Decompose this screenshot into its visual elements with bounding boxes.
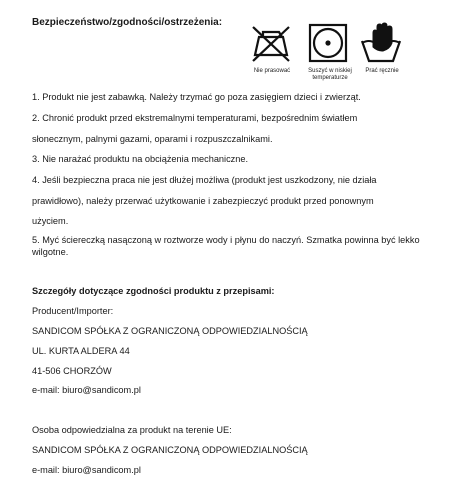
warning-line: 5. Myć ściereczką nasączoną w roztworze wody i płynu do naczyń. Szmatka powinna być lekko [32,235,420,245]
compliance-heading: Szczegóły dotyczące zgodności produktu z przepisami: [32,286,275,296]
warning-line: słonecznym, palnymi gazami, oparami i rozpuszczalnikami. [32,134,273,144]
eu-responsible-email: e-mail: biuro@sandicom.pl [32,465,141,475]
producer-city: 41-506 CHORZÓW [32,366,112,376]
warning-line: prawidłowo), należy przerwać użytkowanie i zabezpieczyć produkt przed ponownym [32,196,374,206]
eu-responsible-name: SANDICOM SPÓŁKA Z OGRANICZONĄ ODPOWIEDZIALNOŚCIĄ [32,445,308,455]
hand-wash-label: Prać ręcznie [365,68,399,74]
warning-line: użyciem. [32,216,69,226]
warning-line: 3. Nie narażać produktu na obciążenia mechaniczne. [32,154,249,164]
warning-line: 2. Chronić produkt przed ekstremalnymi temperaturami, bezpośrednim światłem [32,113,358,123]
tumble-dry-low-label [300,68,360,82]
no-ironing-icon [249,21,293,65]
producer-street: UL. KURTA ALDERA 44 [32,346,130,356]
page-title: Bezpieczeństwo/zgodności/ostrzeżenia: [32,17,223,28]
producer-name: SANDICOM SPÓŁKA Z OGRANICZONĄ ODPOWIEDZIALNOŚCIĄ [32,326,308,336]
no-ironing-label: Nie prasować [253,68,291,74]
hand-wash-icon [359,21,403,65]
producer-email: e-mail: biuro@sandicom.pl [32,385,141,395]
warning-line: wilgotne. [32,247,69,257]
warning-line: 4. Jeśli bezpieczna praca nie jest dłużej możliwa (produkt jest uszkodzony, nie działa [32,175,377,185]
producer-label: Producent/Importer: [32,306,114,316]
warning-line: 1. Produkt nie jest zabawką. Należy trzymać go poza zasięgiem dzieci i zwierząt. [32,92,361,102]
tumble-dry-low-icon [306,21,350,65]
tumble-dry-label-line2: temperaturze [312,75,348,81]
eu-responsible-label: Osoba odpowiedzialna za produkt na terenie UE: [32,425,232,435]
tumble-dry-label-line1: Suszyć w niskiej [308,68,352,74]
